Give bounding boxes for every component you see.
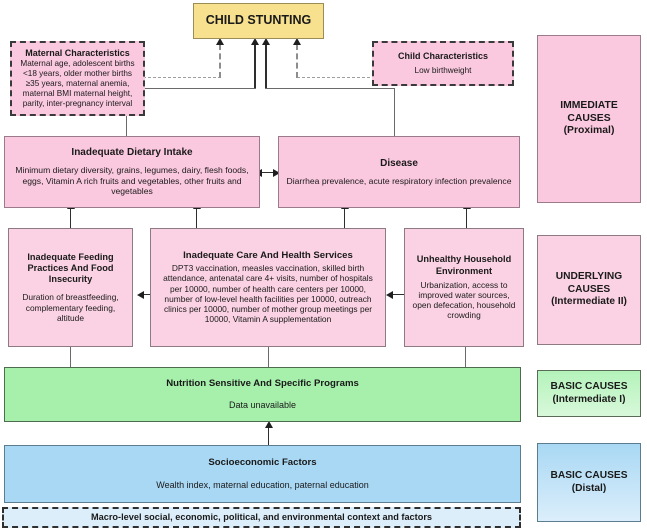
dashed-maternal-horizontal bbox=[143, 77, 221, 78]
node-child-stunting[interactable] bbox=[193, 3, 324, 39]
arrow-to-stunting-right bbox=[262, 38, 270, 45]
legend-underlying-causes-line1: UNDERLYING bbox=[555, 271, 623, 283]
node-maternal-characteristics-title: Maternal Characteristics bbox=[25, 47, 130, 58]
node-disease-title: Disease bbox=[380, 157, 418, 169]
connector-left-stem bbox=[254, 44, 256, 89]
arrow-maternal-to-stunting bbox=[216, 38, 224, 45]
node-socioeconomic-factors[interactable] bbox=[4, 445, 521, 503]
node-nutrition-programs[interactable] bbox=[4, 367, 521, 422]
node-child-characteristics-detail: Low birthweight bbox=[414, 65, 472, 75]
connector-care-to-disease bbox=[344, 208, 345, 228]
arrow-care-to-feeding bbox=[137, 291, 144, 299]
node-macro-level-context-label: Macro-level social, economic, political, and environmental context and factors bbox=[90, 511, 433, 522]
node-inadequate-care-health-services-detail: DPT3 vaccination, measles vaccination, skilled birth attendance, antenatal care 4+ visits, number of hospitals per 10000, number of health care centers per 10000, number of low-level health facilities per 10000, outreach clinics per 10000, number of mother group meetings per 10000, Vitamin A supplementation bbox=[163, 263, 373, 325]
arrow-socioeconomic-to-programs bbox=[265, 421, 273, 428]
node-inadequate-care-health-services[interactable] bbox=[150, 228, 386, 347]
node-unhealthy-household-environment[interactable] bbox=[404, 228, 524, 347]
node-inadequate-feeding-practices-title: Inadequate Feeding Practices And Food Insecurity bbox=[27, 251, 114, 285]
node-child-characteristics[interactable] bbox=[372, 41, 514, 86]
legend-immediate-causes-line1: IMMEDIATE bbox=[560, 99, 618, 111]
node-maternal-characteristics-detail: Maternal age, adolescent births <18 years, older mother births ≥35 years, maternal anemia, maternal BMI maternal height, parity, inter-pregnancy interval bbox=[20, 59, 135, 109]
connector-socioeconomic-to-programs bbox=[268, 427, 269, 445]
legend-basic-causes-distal-line2: (Distal) bbox=[571, 482, 607, 494]
connector-programs-to-feeding bbox=[70, 347, 71, 367]
node-inadequate-dietary-intake-title: Inadequate Dietary Intake bbox=[71, 147, 193, 159]
arrow-child-to-stunting bbox=[293, 38, 301, 45]
connector-household-to-disease bbox=[466, 208, 467, 228]
legend-basic-causes-intermediate-line2: (Intermediate I) bbox=[552, 393, 626, 405]
arrow-to-stunting-left bbox=[251, 38, 259, 45]
node-child-stunting-title: CHILD STUNTING bbox=[205, 13, 312, 28]
legend-basic-causes-distal-line1: BASIC CAUSES bbox=[550, 470, 628, 482]
node-unhealthy-household-environment-detail: Urbanization, access to improved water sources, open defecation, household crowding bbox=[412, 279, 516, 321]
node-socioeconomic-factors-title: Socioeconomic Factors bbox=[208, 456, 317, 468]
connector-right-stem bbox=[265, 44, 267, 89]
node-inadequate-feeding-practices-detail: Duration of breastfeeding, complementary feeding, altitude bbox=[22, 292, 119, 323]
node-maternal-characteristics[interactable] bbox=[10, 41, 145, 116]
connector-programs-to-care bbox=[268, 347, 269, 367]
legend-underlying-causes-line3: (Intermediate II) bbox=[551, 296, 627, 308]
node-inadequate-feeding-practices[interactable] bbox=[8, 228, 133, 347]
dashed-child-vertical bbox=[296, 44, 298, 78]
legend-immediate-causes-line2: CAUSES bbox=[567, 112, 611, 124]
arrow-household-to-care bbox=[386, 291, 393, 299]
legend-basic-causes-intermediate-line1: BASIC CAUSES bbox=[550, 381, 628, 393]
legend-immediate-causes[interactable] bbox=[537, 35, 641, 203]
connector-care-to-dietary bbox=[196, 208, 197, 228]
bracket-left-horizontal bbox=[126, 88, 256, 89]
node-disease[interactable] bbox=[278, 136, 520, 208]
node-disease-detail: Diarrhea prevalence, acute respiratory infection prevalence bbox=[286, 175, 512, 186]
node-socioeconomic-factors-detail: Wealth index, maternal education, paternal education bbox=[156, 480, 369, 491]
node-inadequate-dietary-intake[interactable] bbox=[4, 136, 260, 208]
legend-basic-causes-intermediate[interactable] bbox=[537, 370, 641, 417]
legend-underlying-causes-line2: CAUSES bbox=[567, 283, 611, 295]
node-inadequate-care-health-services-title: Inadequate Care And Health Services bbox=[183, 250, 353, 262]
legend-immediate-causes-line3: (Proximal) bbox=[563, 125, 615, 137]
dashed-maternal-vertical bbox=[219, 44, 221, 78]
node-nutrition-programs-title: Nutrition Sensitive And Specific Programs bbox=[166, 377, 359, 389]
legend-underlying-causes[interactable] bbox=[537, 235, 641, 345]
connector-programs-to-household bbox=[465, 347, 466, 367]
node-macro-level-context[interactable] bbox=[2, 507, 521, 528]
bracket-right-horizontal bbox=[265, 88, 395, 89]
node-nutrition-programs-detail: Data unavailable bbox=[228, 400, 297, 411]
connector-feeding-to-dietary bbox=[70, 208, 71, 228]
node-unhealthy-household-environment-title: Unhealthy Household Environment bbox=[416, 254, 512, 276]
bracket-right-drop bbox=[394, 88, 395, 136]
dashed-child-horizontal bbox=[297, 77, 380, 78]
legend-basic-causes-distal[interactable] bbox=[537, 443, 641, 522]
node-child-characteristics-title: Child Characteristics bbox=[397, 51, 489, 62]
node-inadequate-dietary-intake-detail: Minimum dietary diversity, grains, legumes, dairy, flesh foods, eggs, Vitamin A rich fruits and vegetables, other fruits and vegetables bbox=[15, 165, 249, 197]
